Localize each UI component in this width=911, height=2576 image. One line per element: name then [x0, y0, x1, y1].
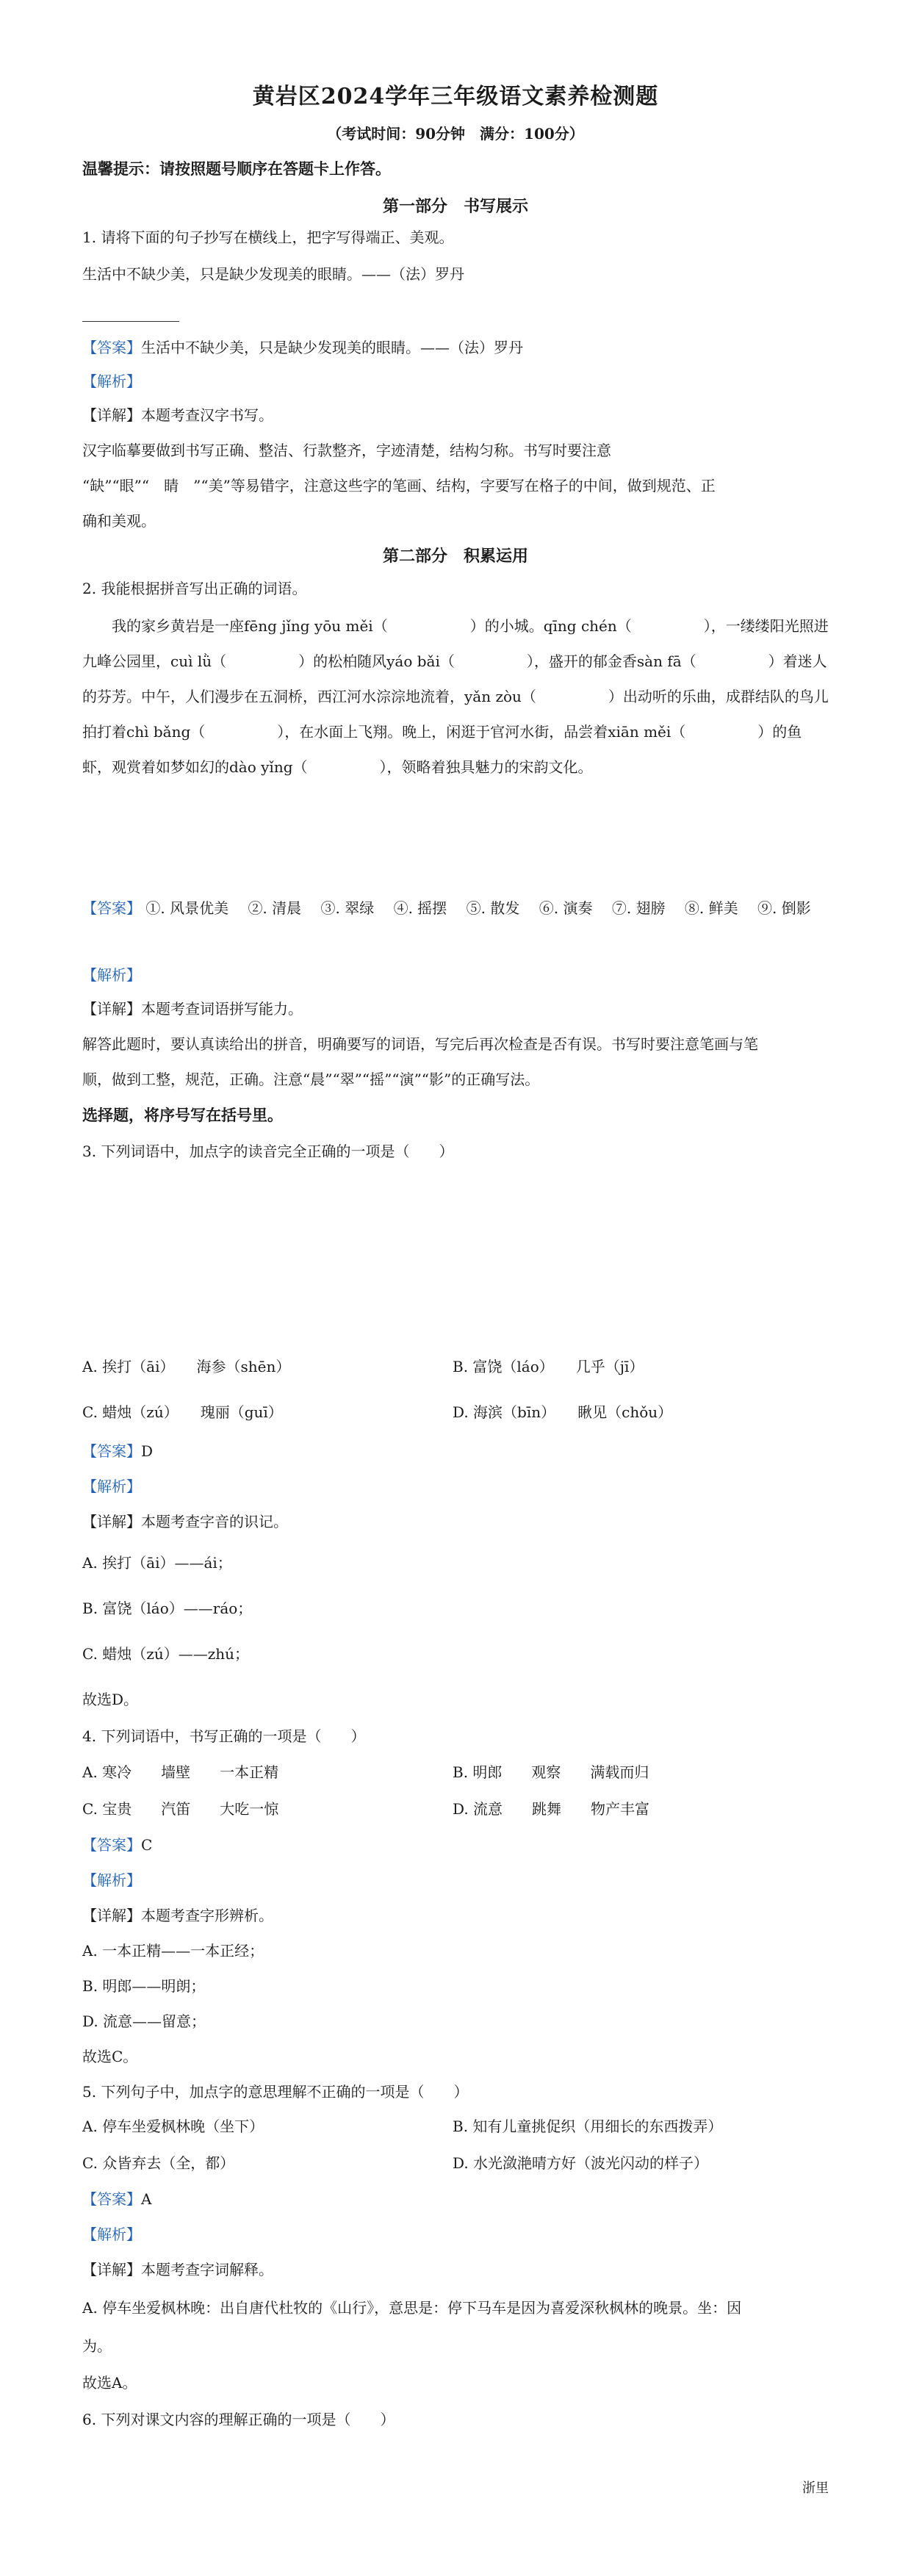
q5-option-d[interactable]: D. 水光潋滟晴方好（波光闪动的样子） — [453, 2154, 709, 2172]
section-heading-writing: 第一部分 书写展示 — [382, 197, 528, 216]
answer-label: 【答案】 — [82, 899, 141, 917]
pinyin: sàn fā — [636, 652, 682, 670]
passage-text: 出动听的乐曲，成群结队的鸟儿拍打着 — [82, 688, 829, 741]
answer-label: 【答案】 — [82, 2190, 141, 2208]
answer-item: ③. 翠绿 — [320, 899, 375, 917]
q4-option-d[interactable]: D. 流意 跳舞 物产丰富 — [453, 1800, 650, 1818]
answer-item: ⑥. 演奏 — [539, 899, 593, 917]
detail-line: 【详解】本题考查词语拼写能力。 — [82, 1000, 303, 1018]
passage-text: ，一缕缕阳光照进九峰公园里， — [82, 617, 829, 670]
pinyin: chì bǎng — [126, 723, 191, 741]
conclusion: 故选C。 — [82, 2048, 138, 2065]
answer-text: C — [141, 1836, 153, 1854]
q1-answer — [82, 335, 829, 360]
explanation-line: 确和美观。 — [82, 512, 156, 530]
pinyin: cuì lǜ — [170, 652, 212, 670]
q4-option-a[interactable]: A. 寒冷 墙壁 一本正精 — [82, 1763, 279, 1781]
q3-option-c[interactable]: C. 蜡烛（zú） 瑰丽（guī） — [82, 1403, 283, 1421]
passage-text: ，领略着独具魅力的宋韵文化。 — [386, 758, 593, 776]
pinyin: yáo bǎi — [386, 652, 440, 670]
passage-text: 的松柏随风 — [313, 652, 387, 670]
analysis-label: 【解析】 — [82, 2226, 141, 2243]
detail-line: 【详解】本题考查字词解释。 — [82, 2261, 273, 2278]
q2-answer — [82, 891, 829, 926]
explanation-line: 汉字临摹要做到书写正确、整洁、行款整齐，字迹清楚，结构匀称。书写时要注意 — [82, 442, 611, 459]
answer-label: 【答案】 — [82, 339, 141, 356]
explanation-line: 解答此题时，要认真读给出的拼音，明确要写的词语，写完后再次检查是否有误。书写时要注意笔画与笔 — [82, 1035, 758, 1053]
answer-item: ⑤. 散发 — [466, 899, 520, 917]
passage-text: 的鱼虾，观赏着如梦如幻的 — [82, 723, 802, 776]
q5-answer — [82, 2187, 829, 2212]
analysis-label: 【解析】 — [82, 1478, 141, 1495]
pinyin: fēng jǐng yōu měi — [244, 617, 373, 635]
section-heading-knowledge: 第二部分 积累运用 — [382, 547, 528, 566]
explanation-line: D. 流意——留意； — [82, 2012, 206, 2030]
explanation-line: A. 挨打（āi）——ái； — [82, 1554, 232, 1572]
exam-info: （考试时间：90分钟 满分：100分） — [327, 125, 584, 143]
q1-sentence: 生活中不缺少美，只是缺少发现美的眼睛。——（法）罗丹 — [82, 265, 464, 283]
explanation-line: 为。 — [82, 2337, 112, 2355]
explanation-line: C. 蜡烛（zú）——zhú； — [82, 1645, 250, 1663]
explanation-line: “缺”“眼”“ 睛 ”“美”等易错字，注意这些字的笔画、结构，字要写在格子的中间，做到规范、正 — [82, 477, 716, 494]
passage-text: 的小城。 — [484, 617, 544, 635]
page-footer: 浙里 — [802, 2480, 829, 2496]
answer-item: ⑨. 倒影 — [757, 899, 811, 917]
q3-answer — [82, 1439, 829, 1464]
pinyin: qīng chén — [543, 617, 617, 635]
conclusion: 故选D。 — [82, 1691, 139, 1708]
analysis-label: 【解析】 — [82, 373, 141, 390]
q5-option-c[interactable]: C. 众皆弃去（全，都） — [82, 2154, 235, 2172]
q4-prompt: 4. 下列词语中，书写正确的一项是（ ） — [82, 1727, 366, 1745]
analysis-label: 【解析】 — [82, 1871, 141, 1889]
answer-label: 【答案】 — [82, 1836, 141, 1854]
q3-option-d[interactable]: D. 海滨（bīn） 瞅见（chǒu） — [453, 1403, 673, 1421]
pinyin: xiān měi — [608, 723, 671, 741]
answer-line — [82, 321, 179, 322]
passage-text: 我的家乡黄岩是一座 — [112, 617, 244, 635]
answer-label: 【答案】 — [82, 1442, 141, 1460]
q5-option-a[interactable]: A. 停车坐爱枫林晚（坐下） — [82, 2118, 264, 2135]
q1-prompt: 1. 请将下面的句子抄写在横线上，把字写得端正、美观。 — [82, 229, 454, 246]
q3-prompt: 3. 下列词语中，加点字的读音完全正确的一项是（ ） — [82, 1143, 454, 1160]
q5-prompt: 5. 下列句子中，加点字的意思理解不正确的一项是（ ） — [82, 2083, 469, 2101]
detail-line: 【详解】本题考查汉字书写。 — [82, 406, 273, 424]
answer-item: ⑧. 鲜美 — [684, 899, 738, 917]
page-title: 黄岩区2024学年三年级语文素养检测题 — [252, 84, 659, 109]
answer-item: ①. 风景优美 — [145, 899, 229, 917]
pinyin: dào yǐng — [229, 758, 293, 776]
detail-line: 【详解】本题考查字形辨析。 — [82, 1907, 273, 1924]
explanation-line: B. 富饶（láo）——ráo； — [82, 1600, 253, 1617]
q3-option-b[interactable]: B. 富饶（láo） 几乎（jī） — [453, 1358, 644, 1375]
answer-item: ④. 摇摆 — [393, 899, 447, 917]
analysis-label: 【解析】 — [82, 966, 141, 984]
explanation-line: 顺，做到工整，规范，正确。注意“晨”“翠”“摇”“演”“影”的正确写法。 — [82, 1071, 540, 1088]
answer-item: ②. 清晨 — [248, 899, 302, 917]
q2-prompt: 2. 我能根据拼音写出正确的词语。 — [82, 580, 307, 597]
q3-option-a[interactable]: A. 挨打（āi） 海参（shēn） — [82, 1358, 291, 1375]
answer-text: D — [141, 1442, 154, 1460]
choice-heading: 选择题，将序号写在括号里。 — [82, 1106, 283, 1124]
warm-tip: 温馨提示：请按照题号顺序在答题卡上作答。 — [82, 159, 391, 178]
answer-text: A — [141, 2190, 152, 2208]
q4-answer — [82, 1832, 829, 1857]
q5-option-b[interactable]: B. 知有儿童挑促织（用细长的东西拨弄） — [453, 2118, 723, 2135]
passage-text: ，盛开的郁金香 — [533, 652, 637, 670]
conclusion: 故选A。 — [82, 2374, 137, 2392]
q6-prompt: 6. 下列对课文内容的理解正确的一项是（ ） — [82, 2411, 395, 2428]
passage-text: ，在水面上飞翔。晚上，闲逛于官河水街，品尝着 — [284, 723, 608, 741]
pinyin: yǎn zòu — [464, 688, 522, 705]
explanation-line: A. 停车坐爱枫林晚：出自唐代杜牧的《山行》，意思是：停下马车是因为喜爱深秋枫林的晚景。坐：因 — [82, 2299, 742, 2317]
detail-line: 【详解】本题考查字音的识记。 — [82, 1513, 288, 1530]
explanation-line: B. 明郎——明朗； — [82, 1977, 206, 1995]
passage-text: 着迷人的芬芳。中午，人们漫步在五洞桥，西江河水淙淙地流着， — [82, 652, 827, 705]
answer-item: ⑦. 翅膀 — [611, 899, 666, 917]
answer-text: 生活中不缺少美，只是缺少发现美的眼睛。——（法）罗丹 — [141, 339, 523, 356]
q4-option-c[interactable]: C. 宝贵 汽笛 大吃一惊 — [82, 1800, 279, 1818]
q2-passage: 我的家乡黄岩是一座fēng jǐng yōu měi（ ）的小城。qīng chén（ ），一缕缕阳光照进九峰公园里，cuì lǜ（ ）的松柏随风yáo bǎi（ ），盛开的郁金香sàn fā（ ）着迷人的芬芳。中午，人们漫步在五洞桥，西江河水淙淙地流着，yǎn zòu（ ）出动听的乐曲，成群结队的鸟儿拍打着chì bǎng（ ），在水面上飞翔。晚上，闲逛于官河水街，品尝着xiān měi（ ）的鱼虾，观赏着如梦如幻的dào yǐng（ ），领略着独具魅力的宋韵文化。 — [82, 617, 829, 776]
explanation-line: A. 一本正精——一本正经； — [82, 1942, 264, 1960]
q4-option-b[interactable]: B. 明郎 观察 满载而归 — [453, 1763, 649, 1781]
